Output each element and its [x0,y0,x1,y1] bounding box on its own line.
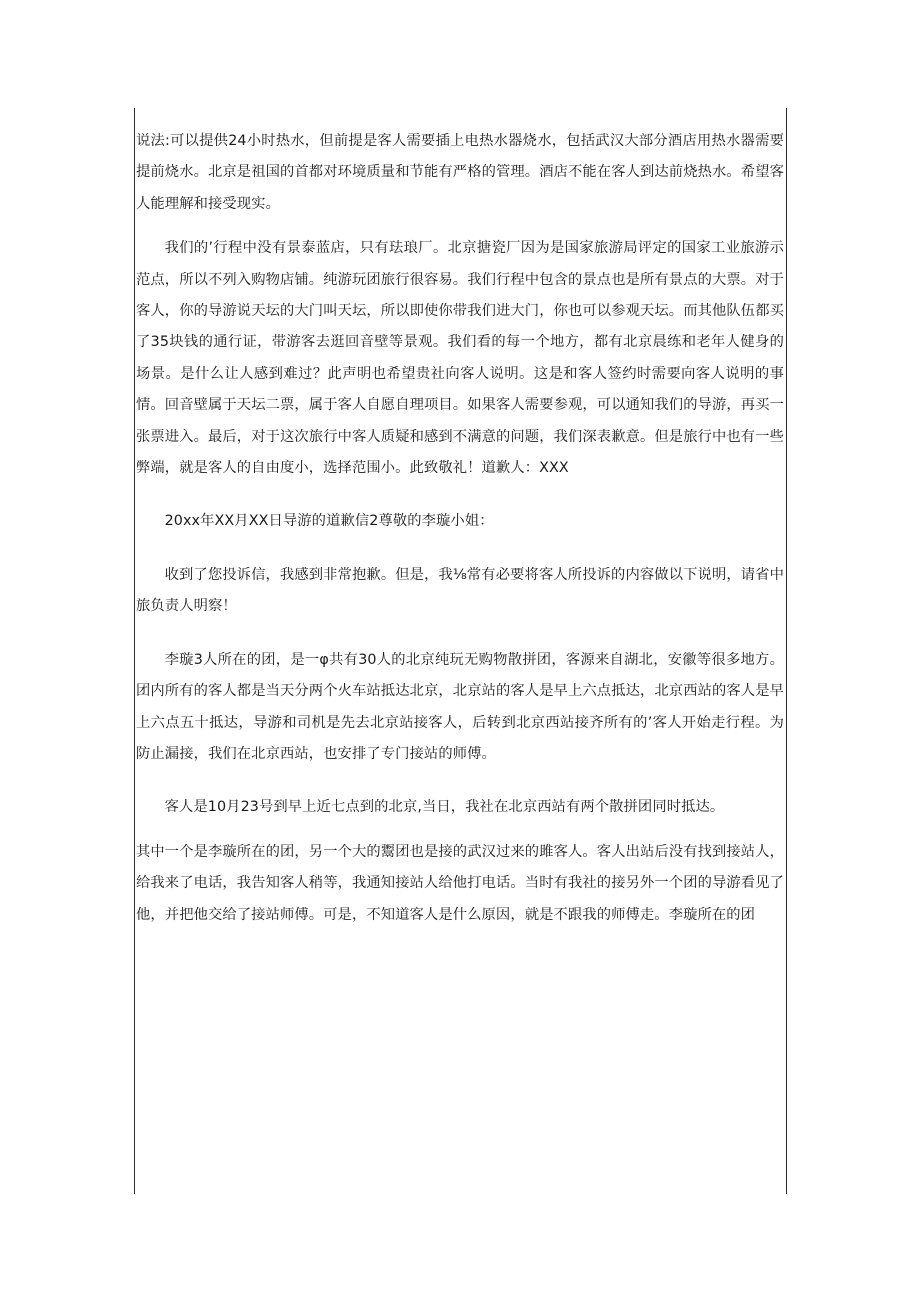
paragraph-arrival-date: 客人是10月23号到早上近七点到的北京,当日，我社在北京西站有两个散拼团同时抵达。 [164,799,725,816]
right-margin-rule [786,108,787,1194]
paragraph-group-arrival: 李璇3人所在的团，是一φ共有30人的北京纯玩无购物散拼团，客源来自湖北，安徽等很多地方。团内所有的客人都是当天分两个火车站抵达北京，北京站的客人是早上六点抵达，北京西站的客人是早上六点五十抵达，导游和司机是先去北京站接客人，后转到北京西站接齐所有的’客人开始走行程。为防止漏接，我们在北京西站，也安排了专门接站的师傅。 [136,651,784,762]
paragraph-complaint-response: 收到了您投诉信，我感到非常抱歉。但是，我⅛常有必要将客人所投诉的内容做以下说明，请省中旅负责人明察！ [136,566,784,615]
document-body [136,126,784,931]
paragraph-letter-heading: 20xx年XX月XX日导游的道歉信2尊敬的李璇小姐： [164,513,494,530]
paragraph-hot-water: 说法:可以提供24小时热水，但前提是客人需要插上电热水器烧水，包括武汉大部分酒店用热水器需要提前烧水。北京是祖国的首都对环境质量和节能有严格的管理。酒店不能在客人到达前烧热水。希望客人能理解和接受现实。 [136,133,784,212]
left-margin-rule [134,108,135,1194]
paragraph-pickup-incident: 其中一个是李璇所在的团，另一个大的鬻团也是接的武汉过来的雎客人。客人出站后没有找到接站人，给我来了电话，我告知客人稍等，我通知接站人给他打电话。当时有我社的接另外一个团的导游看见了他，并把他交给了接站师傅。可是，不知道客人是什么原因，就是不跟我的师傅走。李璇所在的团 [136,843,784,923]
paragraph-itinerary-apology: 我们的’行程中没有景泰蓝店，只有珐琅厂。北京搪瓷厂因为是国家旅游局评定的国家工业旅游示范点，所以不列入购物店铺。纯游玩团旅行很容易。我们行程中包含的景点也是所有景点的大票。对于客人，你的导游说天坛的大门叫天坛，所以即使你带我们进大门，你也可以参观天坛。而其他队伍都买了35块钱的通行证，带游客去逛回音壁等景观。我们看的每一个地方，都有北京晨练和老年人健身的场景。是什么让人感到难过？此声明也希望贵社向客人说明。这是和客人签约时需要向客人说明的事情。回音壁属于天坛二票，属于客人自愿自理项目。如果客人需要参观，可以通知我们的导游，再买一张票进入。最后，对于这次旅行中客人质疑和感到不满意的问题，我们深表歉意。但是旅行中也有一些弊端，就是客人的自由度小，选择范围小。此致敬礼！道歉人：XXX [136,240,784,477]
